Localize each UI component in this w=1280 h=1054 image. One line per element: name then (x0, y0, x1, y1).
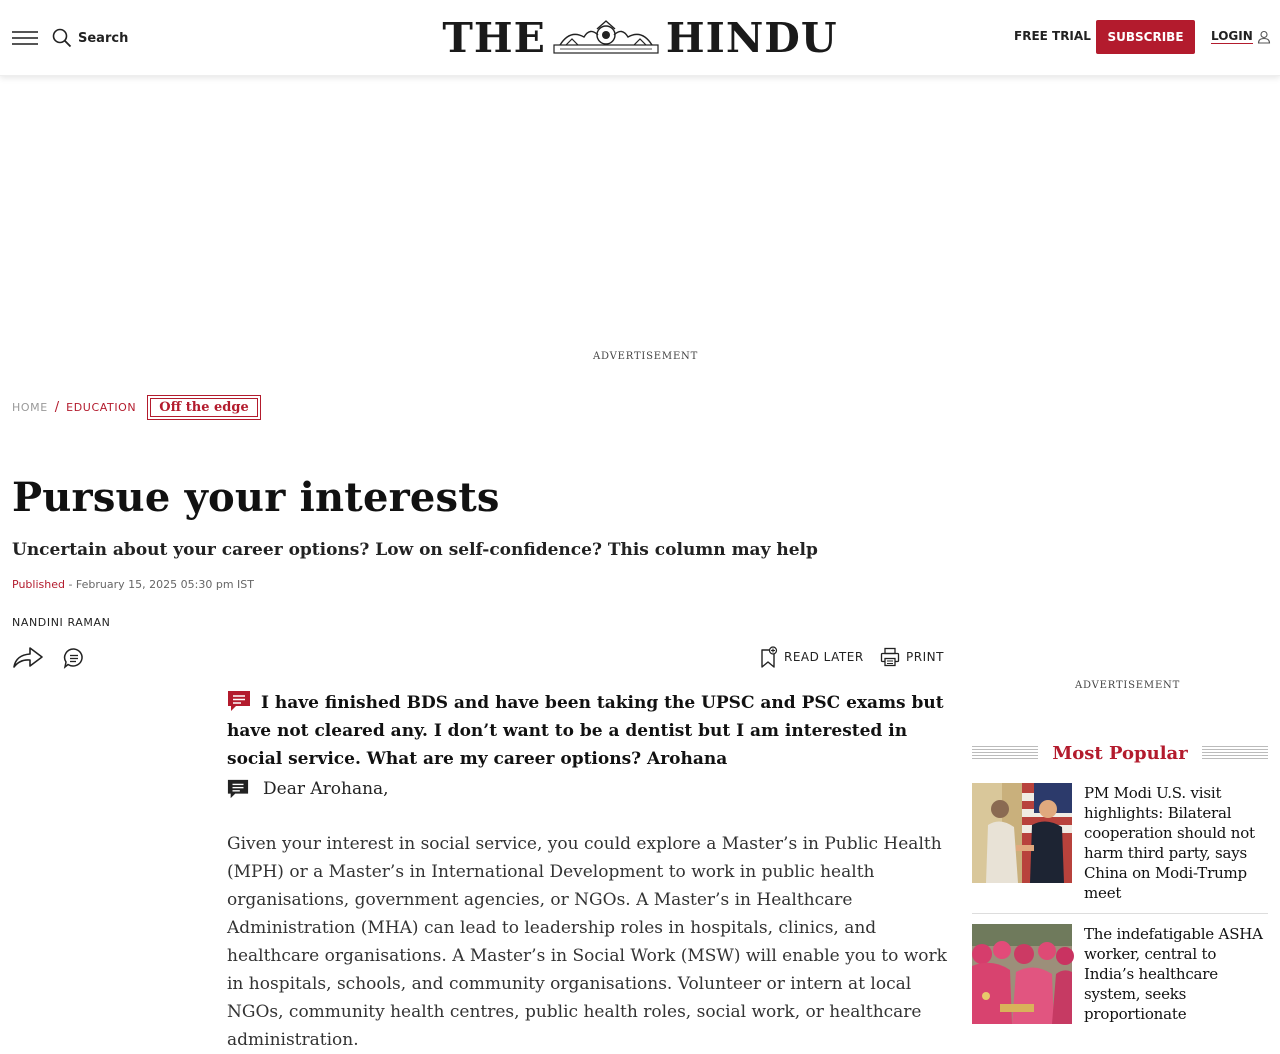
greeting-text: Dear Arohana, (263, 779, 389, 799)
logo-word-the: THE (442, 14, 546, 62)
divider (972, 913, 1268, 914)
search-button[interactable] (52, 26, 128, 50)
bookmark-icon (760, 646, 778, 668)
column-tag-link[interactable] (147, 395, 261, 420)
advertisement-label: ADVERTISEMENT (593, 351, 699, 362)
read-later-button[interactable] (760, 646, 864, 668)
menu-icon[interactable] (12, 29, 38, 45)
answer-bubble-icon (227, 778, 249, 800)
most-popular-header (972, 738, 1268, 768)
author-link[interactable]: NANDINI RAMAN (12, 616, 111, 629)
site-logo[interactable] (444, 16, 836, 60)
published-date: - February 15, 2025 05:30 pm IST (64, 578, 254, 591)
popular-item-thumbnail (972, 783, 1072, 883)
decorative-rule-right (1202, 746, 1268, 760)
popular-item-thumbnail (972, 924, 1072, 1024)
read-later-label: READ LATER (784, 650, 864, 664)
reader-question (227, 689, 949, 773)
popular-item-headline: The indefatigable ASHA worker, central to India’s healthcare system, seeks proportionate (1084, 925, 1263, 1023)
search-label: Search (78, 30, 129, 46)
breadcrumb-home-link[interactable]: HOME (12, 400, 48, 414)
question-bubble-icon (227, 690, 251, 712)
answer-greeting (227, 778, 389, 800)
free-trial-link[interactable]: FREE TRIAL (1014, 29, 1091, 43)
share-icon[interactable] (12, 645, 44, 669)
most-popular-title: Most Popular (1052, 742, 1188, 764)
popular-item[interactable] (972, 924, 1268, 1024)
user-icon (1257, 30, 1271, 44)
login-label: LOGIN (1211, 29, 1253, 43)
login-button[interactable] (1211, 29, 1271, 44)
question-text: I have finished BDS and have been taking the UPSC and PSC exams but have not cleared any. I don’t want to be a dentist but I am interested in social service. What are my career options? Arohana (227, 693, 944, 769)
published-info (12, 578, 254, 591)
search-icon (52, 28, 72, 48)
article-title: Pursue your interests (12, 474, 500, 521)
logo-emblem-icon (550, 19, 662, 57)
answer-paragraph: Given your interest in social service, you could explore a Master’s in Public Health (MPH) or a Master’s in International Development to work in public health organisations, government agencies, or NGOs. A Master’s in Healthcare Administration (MHA) can lead to leadership roles in hospitals, clinics, and healthcare organisations. A Master’s in Social Work (MSW) will enable you to work in hospitals, schools, and community organisations. Volunteer or intern at local NGOs, community health centres, public health roles, social work, or healthcare administration. (227, 834, 947, 1050)
column-tag-label: Off the edge (150, 398, 258, 417)
logo-word-hindu: HINDU (665, 14, 838, 62)
subscribe-button[interactable]: SUBSCRIBE (1096, 20, 1195, 54)
popular-item-headline: PM Modi U.S. visit highlights: Bilateral cooperation should not harm third party, says China on Modi-Trump meet (1084, 784, 1255, 902)
popular-item[interactable] (972, 783, 1268, 903)
print-button[interactable] (880, 647, 944, 667)
breadcrumb (12, 392, 261, 422)
article-subtitle: Uncertain about your career options? Low on self-confidence? This column may help (12, 540, 818, 560)
site-header (0, 0, 1280, 76)
sidebar-advertisement-label: ADVERTISEMENT (1075, 680, 1181, 691)
print-label: PRINT (906, 650, 944, 664)
breadcrumb-separator: / (54, 399, 60, 415)
printer-icon (880, 647, 900, 667)
decorative-rule-left (972, 746, 1038, 760)
published-label: Published (12, 578, 65, 591)
comment-icon[interactable] (63, 647, 85, 669)
breadcrumb-section-link[interactable]: EDUCATION (66, 400, 137, 414)
